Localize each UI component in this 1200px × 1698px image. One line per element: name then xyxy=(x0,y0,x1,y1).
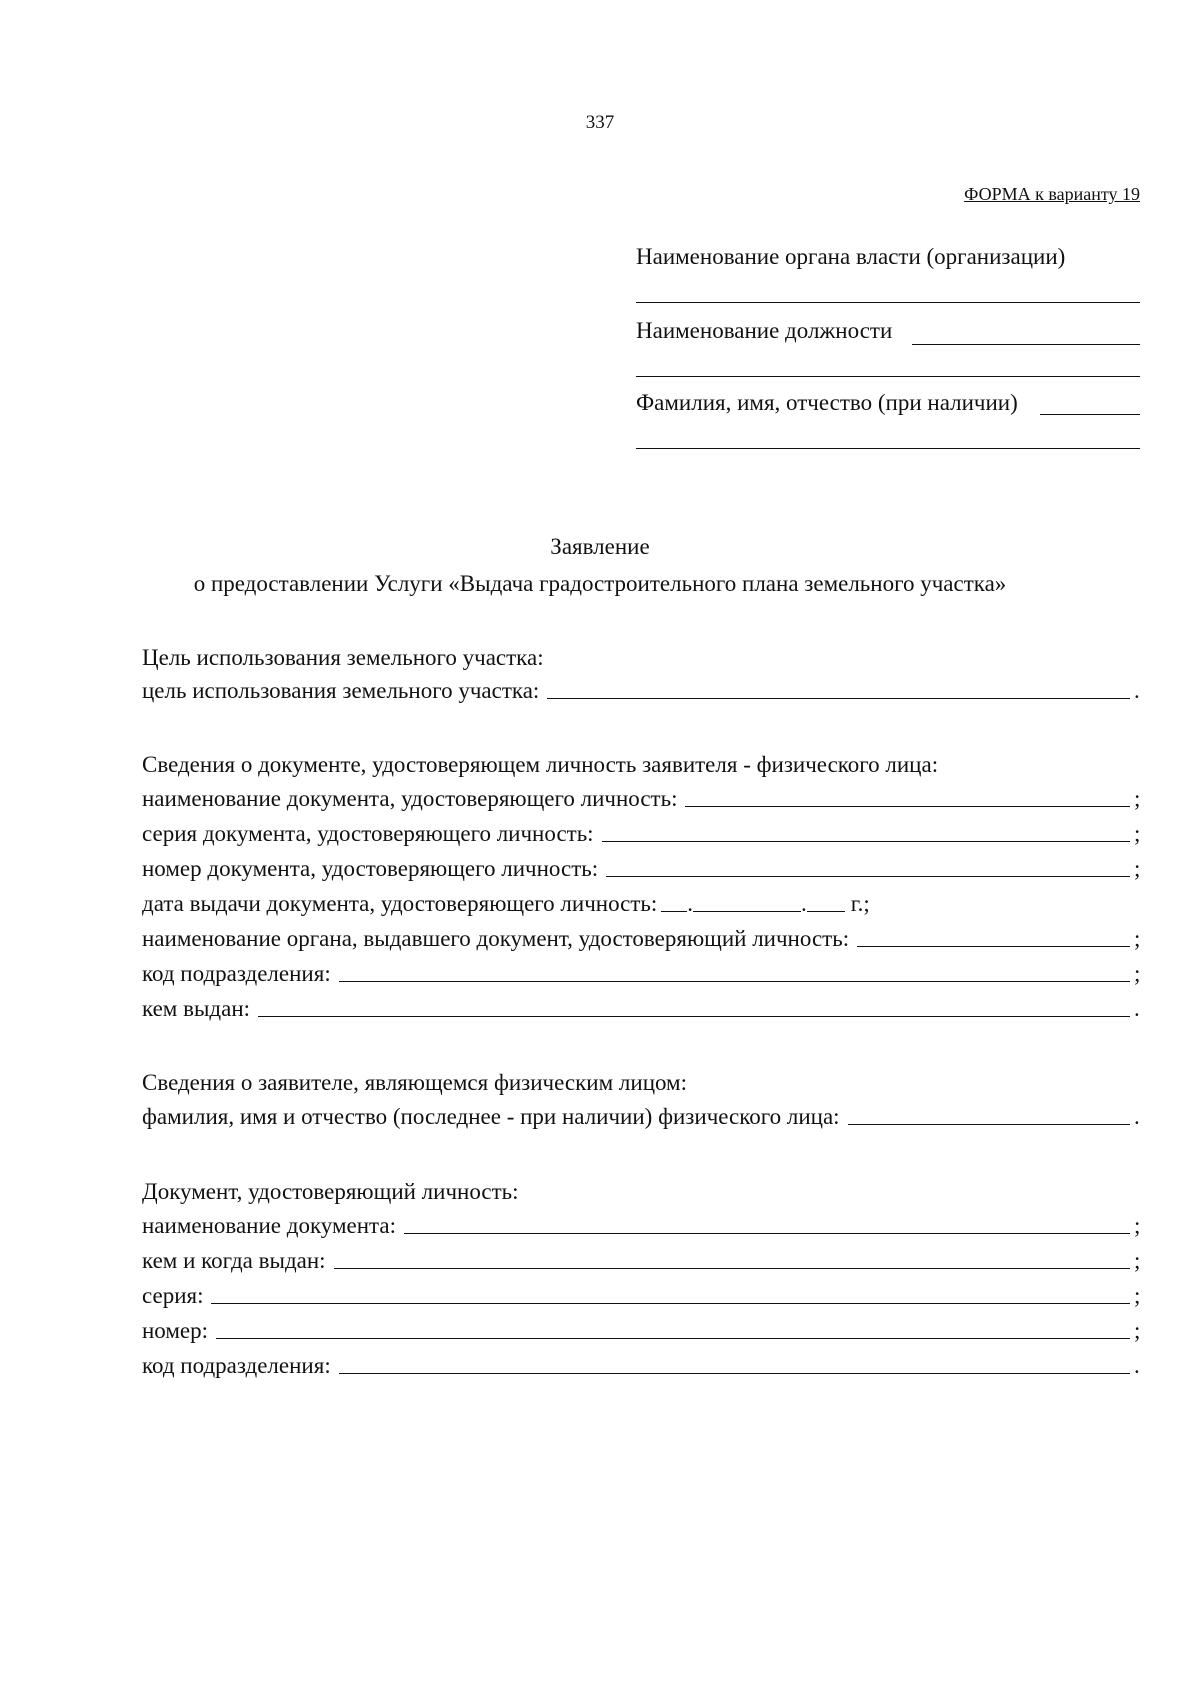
document-number-row xyxy=(142,1314,1144,1344)
identity-doc-date-row xyxy=(142,887,870,917)
document-name-row xyxy=(142,1209,1144,1239)
applicant-fio-field[interactable] xyxy=(848,1124,1130,1125)
applicant-heading: Сведения о заявителе, являющемся физическим лицом: xyxy=(142,1070,688,1095)
document-number-field[interactable] xyxy=(216,1338,1130,1339)
identity-doc-number-field[interactable] xyxy=(606,876,1130,877)
document-subtitle: о предоставлении Услуги «Выдача градостроительного плана земельного участка» xyxy=(193,571,1007,596)
purpose-label: цель использования земельного участка: xyxy=(142,678,540,703)
document-series-label: серия: xyxy=(142,1283,204,1308)
document-issued-row xyxy=(142,1244,1144,1274)
identity-doc-date-label: дата выдачи документа, удостоверяющего личность: xyxy=(142,891,658,916)
purpose-end: . xyxy=(1134,678,1140,703)
purpose-heading: Цель использования земельного участка: xyxy=(142,645,544,670)
position-field[interactable] xyxy=(912,344,1140,345)
row-end-mark: ; xyxy=(1134,1248,1141,1273)
position-label: Наименование должности xyxy=(636,318,893,343)
authority-field[interactable] xyxy=(636,302,1140,303)
purpose-field[interactable] xyxy=(547,698,1130,699)
document-issued-field[interactable] xyxy=(334,1268,1130,1269)
identity-doc-issuer-row xyxy=(142,922,1144,952)
fio-field-line2[interactable] xyxy=(636,448,1140,449)
row-end-mark: ; xyxy=(1134,1318,1141,1343)
document-heading: Документ, удостоверяющий личность: xyxy=(142,1179,519,1204)
form-variant-label: ФОРМА к варианту 19 xyxy=(964,184,1140,204)
document-name-field[interactable] xyxy=(404,1233,1130,1234)
document-dept-field[interactable] xyxy=(339,1373,1130,1374)
document-dept-row xyxy=(142,1349,1144,1379)
identity-doc-heading: Сведения о документе, удостоверяющем личность заявителя - физического лица: xyxy=(142,752,939,777)
document-dept-label: код подразделения: xyxy=(142,1353,331,1378)
row-end-mark: ; xyxy=(1134,786,1141,811)
document-series-field[interactable] xyxy=(211,1303,1130,1304)
identity-doc-number-row xyxy=(142,852,1144,882)
purpose-row xyxy=(142,674,1144,704)
applicant-fio-row xyxy=(142,1100,1144,1130)
document-issued-label: кем и когда выдан: xyxy=(142,1248,326,1273)
document-title: Заявление xyxy=(550,534,650,559)
date-year-suffix: г.; xyxy=(850,891,870,916)
row-end-mark: ; xyxy=(1134,856,1141,881)
identity-doc-series-row xyxy=(142,817,1144,847)
identity-doc-issuer-field[interactable] xyxy=(857,946,1130,947)
identity-doc-issuer-label: наименование органа, выдавшего документ, удостоверяющий личность: xyxy=(142,926,850,951)
identity-doc-dept-row xyxy=(142,957,1144,987)
date-separator: . xyxy=(801,891,807,916)
document-series-row xyxy=(142,1279,1144,1309)
fio-label: Фамилия, имя, отчество (при наличии) xyxy=(636,390,1018,415)
identity-doc-name-label: наименование документа, удостоверяющего личность: xyxy=(142,786,678,811)
row-end-mark: ; xyxy=(1134,961,1141,986)
document-number-label: номер: xyxy=(142,1318,209,1343)
position-field-line2[interactable] xyxy=(636,376,1140,377)
date-separator: . xyxy=(687,891,694,916)
row-end-mark: . xyxy=(1134,996,1140,1021)
authority-label: Наименование органа власти (организации) xyxy=(636,244,1066,269)
fio-field[interactable] xyxy=(1040,414,1140,415)
identity-doc-dept-field[interactable] xyxy=(339,981,1130,982)
row-end-mark: ; xyxy=(1134,1213,1141,1238)
identity-doc-issued-by-field[interactable] xyxy=(258,1016,1130,1017)
identity-doc-name-row xyxy=(142,782,1144,812)
identity-doc-series-field[interactable] xyxy=(602,841,1130,842)
row-end-mark: ; xyxy=(1134,1283,1141,1308)
identity-doc-series-label: серия документа, удостоверяющего личность: xyxy=(142,821,594,846)
row-end-mark: ; xyxy=(1134,821,1141,846)
date-month-field[interactable] xyxy=(693,911,801,912)
row-end-mark: . xyxy=(1134,1353,1140,1378)
identity-doc-name-field[interactable] xyxy=(685,806,1130,807)
row-end-mark: . xyxy=(1134,1104,1140,1129)
identity-doc-issued-by-row xyxy=(142,992,1144,1022)
identity-doc-number-label: номер документа, удостоверяющего личность: xyxy=(142,856,599,881)
row-end-mark: ; xyxy=(1134,926,1141,951)
identity-doc-dept-label: код подразделения: xyxy=(142,961,331,986)
date-year-field[interactable] xyxy=(807,911,845,912)
date-day-field[interactable] xyxy=(661,911,687,912)
page-number: 337 xyxy=(585,112,615,133)
applicant-fio-label: фамилия, имя и отчество (последнее - при наличии) физического лица: xyxy=(142,1104,840,1129)
document-name-label: наименование документа: xyxy=(142,1213,396,1238)
identity-doc-issued-by-label: кем выдан: xyxy=(142,996,251,1021)
